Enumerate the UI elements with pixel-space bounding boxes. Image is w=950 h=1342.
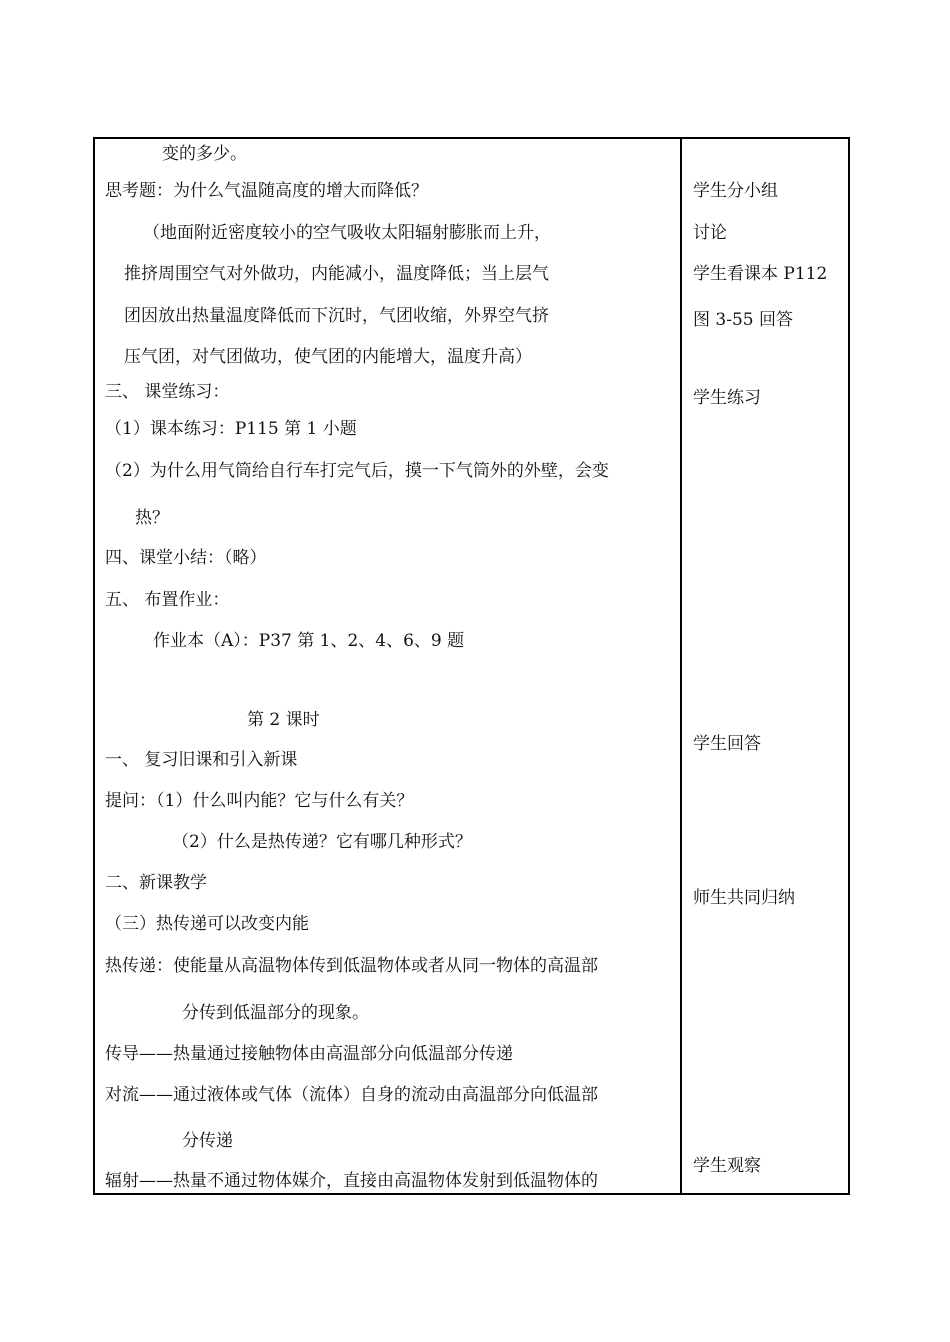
- section-heading: 一、 复习旧课和引入新课: [105, 750, 298, 770]
- text-line: 辐射——热量不通过物体媒介，直接由高温物体发射到低温物体的: [105, 1171, 598, 1191]
- text-line: 提问：（1）什么叫内能？它与什么有关？: [105, 791, 414, 811]
- text-line: （2）什么是热传递？它有哪几种形式？: [172, 832, 472, 852]
- section-heading: 四、课堂小结：（略）: [105, 548, 267, 568]
- text-line: 热？: [135, 508, 169, 528]
- activity-note: 图 3-55 回答: [693, 310, 793, 330]
- text-line: 热传递：使能量从高温物体传到低温物体或者从同一物体的高温部: [105, 956, 598, 976]
- text-line: 团因放出热量温度降低而下沉时，气团收缩，外界空气挤: [124, 306, 549, 326]
- text-line: （三）热传递可以改变内能: [105, 914, 309, 934]
- text-line: （地面附近密度较小的空气吸收太阳辐射膨胀而上升，: [143, 223, 551, 243]
- text-line: 分传递: [182, 1131, 233, 1151]
- activity-note: 学生分小组: [693, 181, 778, 201]
- activity-note: 师生共同归纳: [693, 888, 795, 908]
- activity-note: 讨论: [693, 223, 727, 243]
- text-line: （1）课本练习：P115 第 1 小题: [105, 419, 357, 439]
- lesson-table: [93, 137, 850, 1195]
- text-line: 对流——通过液体或气体（流体）自身的流动由高温部分向低温部: [105, 1085, 598, 1105]
- text-line: 压气团，对气团做功，使气团的内能增大，温度升高）: [124, 347, 532, 367]
- lesson-period-title: 第 2 课时: [247, 710, 320, 730]
- text-line: 分传到低温部分的现象。: [182, 1003, 369, 1023]
- text-line: 传导——热量通过接触物体由高温部分向低温部分传递: [105, 1044, 513, 1064]
- section-heading: 二、新课教学: [105, 873, 207, 893]
- section-heading: 三、 课堂练习：: [105, 382, 230, 402]
- text-line: 作业本（A）：P37 第 1、2、4、6、9 题: [153, 631, 465, 651]
- activity-note: 学生回答: [693, 734, 761, 754]
- activity-note: 学生看课本 P112: [693, 264, 828, 284]
- text-line: 变的多少。: [162, 144, 247, 164]
- section-heading: 五、 布置作业：: [105, 590, 230, 610]
- activity-note: 学生观察: [693, 1156, 761, 1176]
- text-line: 思考题：为什么气温随高度的增大而降低？: [105, 181, 428, 201]
- activity-note: 学生练习: [693, 388, 761, 408]
- text-line: （2）为什么用气筒给自行车打完气后，摸一下气筒外的外壁，会变: [105, 461, 609, 481]
- text-line: 推挤周围空气对外做功，内能减小，温度降低；当上层气: [124, 264, 549, 284]
- column-divider: [680, 137, 682, 1195]
